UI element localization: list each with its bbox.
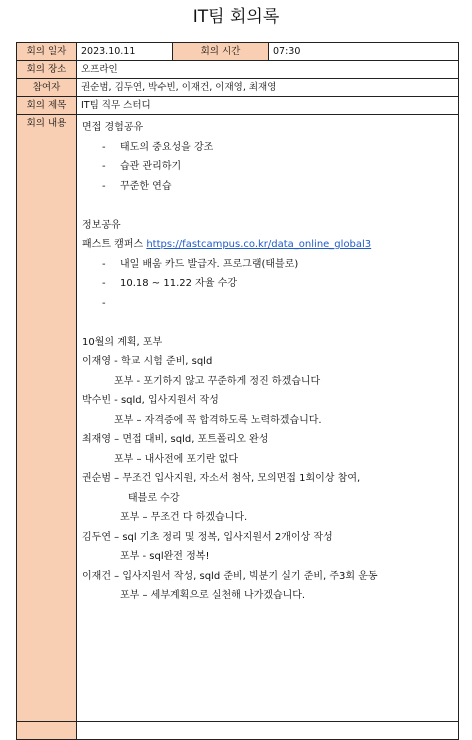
blank-row [17, 722, 459, 740]
list-item: - 태도의 중요성을 강조 [102, 141, 214, 153]
list-item: - [102, 297, 106, 309]
plan-line: 김두연 – sql 기초 정리 및 정복, 입사지원서 2개이상 작성 [82, 531, 333, 543]
list-item: - 내일 배움 카드 발급자. 프로그램(태블로) [102, 258, 299, 270]
attendees-value[interactable]: 권순범, 김두연, 박수빈, 이재건, 이재영, 최재영 [77, 79, 459, 97]
subject-row [17, 97, 459, 115]
blank-label-cell [17, 722, 77, 740]
plan-line: 이재건 – 입사지원서 작성, sqld 준비, 빅분기 실기 준비, 주3회 운동 [82, 570, 378, 582]
attendees-row [17, 79, 459, 97]
resolve-line: 포부 – 세부계획으로 실천해 나가겠습니다. [120, 590, 306, 601]
content-body[interactable] [77, 115, 459, 722]
list-item: - 습관 관리하기 [102, 161, 182, 172]
date-label: 회의 일자 [17, 43, 77, 61]
subject-value[interactable]: IT팀 직무 스터디 [77, 97, 459, 115]
attendees-label: 참여자 [17, 79, 77, 97]
plan-line: 최재영 – 면접 대비, sqld, 포트폴리오 완성 [82, 434, 269, 445]
date-value[interactable]: 2023.10.11 [77, 43, 173, 61]
section-heading: 정보공유 [82, 219, 121, 231]
resolve-line: 포부 – 자격증에 꼭 합격하도록 노력하겠습니다. [114, 414, 322, 426]
resolve-line: 포부 - 포기하지 않고 꾸준하게 정진 하겠습니다 [114, 375, 321, 387]
meeting-minutes-table [16, 42, 459, 740]
content-label: 회의 내용 [17, 115, 77, 722]
fastcampus-line: 패스트 캠퍼스 https://fastcampus.co.kr/data_online_global3 [82, 239, 372, 250]
blank-value-cell[interactable] [77, 722, 459, 740]
section-heading: 면접 경험공유 [82, 122, 144, 133]
resolve-line: 포부 - sql완전 정복! [120, 551, 210, 562]
section-heading: 10월의 계획, 포부 [82, 336, 163, 348]
place-value[interactable]: 오프라인 [77, 61, 459, 79]
resolve-line: 포부 – 내사전에 포기란 없다 [114, 453, 238, 465]
plan-continuation: 태블로 수강 [128, 492, 180, 504]
fastcampus-link[interactable]: https://fastcampus.co.kr/data_online_global3 [146, 239, 372, 250]
time-label: 회의 시간 [173, 43, 269, 61]
subject-label: 회의 제목 [17, 97, 77, 115]
resolve-line: 포부 – 무조건 다 하겠습니다. [120, 512, 248, 523]
content-row [17, 115, 459, 722]
list-item: - 꾸준한 연습 [102, 180, 172, 192]
place-row [17, 61, 459, 79]
plan-line: 박수빈 - sqld, 입사지원서 작성 [82, 395, 219, 406]
list-item: - 10.18 ~ 11.22 자율 수강 [102, 278, 237, 289]
plan-line: 이재영 - 학교 시험 준비, sqld [82, 356, 213, 367]
place-label: 회의 장소 [17, 61, 77, 79]
time-value[interactable]: 07:30 [269, 43, 459, 61]
date-time-row [17, 43, 459, 61]
plan-line: 권순범 – 무조건 입사지원, 자소서 첨삭, 모의면접 1회이상 참여, [82, 473, 361, 484]
document-title: IT팀 회의록 [192, 7, 280, 27]
